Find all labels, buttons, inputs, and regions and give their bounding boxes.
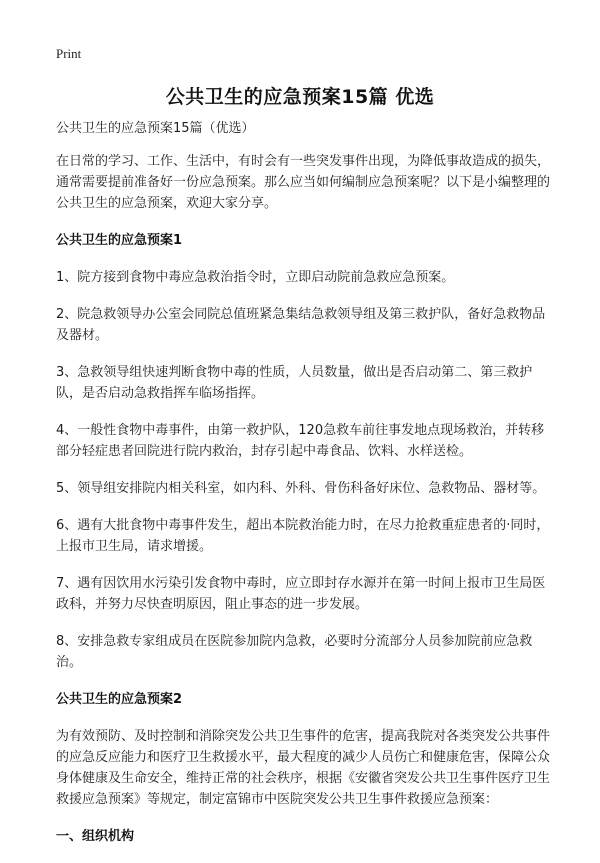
- document-title: 公共卫生的应急预案15篇 优选: [165, 86, 435, 108]
- print-label[interactable]: Print: [56, 46, 82, 61]
- section1-item: 6、遇有大批食物中毒事件发生，超出本院救治能力时，在尽力抢救重症患者的·同时，上报市卫生局，请求增援。: [56, 518, 550, 554]
- document-subtitle: 公共卫生的应急预案15篇（优选）: [56, 121, 255, 136]
- section1-heading: 公共卫生的应急预案1: [56, 233, 183, 248]
- section1-item: 8、安排急救专家组成员在医院参加院内急救，必要时分流部分人员参加院前应急救治。: [56, 634, 533, 670]
- section2-paragraph: 为有效预防、及时控制和消除突发公共卫生事件的危害，提高我院对各类突发公共事件的应急反应能力和医疗卫生救援水平，最大程度的减少人员伤亡和健康危害，保障公众身体健康及生命安全，维持正常的社会秩序，根据《安徽省突发公共卫生事件医疗卫生救援应急预案》等规定，制定富锦市中医院突发公共卫生事件救援应急预案：: [56, 729, 551, 807]
- section1-item: 7、遇有因饮用水污染引发食物中毒时，应立即封存水源并在第一时间上报市卫生局医政科，并努力尽快查明原因，阻止事态的进一步发展。: [56, 576, 546, 612]
- section2-subheading: 一、组织机构: [56, 829, 135, 844]
- section1-item: 1、院方接到食物中毒应急救治指令时，立即启动院前急救应急预案。: [56, 270, 455, 285]
- section1-item: 4、一般性食物中毒事件，由第一救护队，120急救车前往事发地点现场救治，并转移部分轻症患者回院进行院内救治，封存引起中毒食品、饮料、水样送检。: [56, 423, 545, 459]
- section2-heading: 公共卫生的应急预案2: [56, 692, 183, 707]
- section1-item: 5、领导组安排院内相关科室，如内科、外科、骨伤科备好床位、急救物品、器材等。: [56, 481, 546, 496]
- intro-paragraph: 在日常的学习、工作、生活中，有时会有一些突发事件出现，为降低事故造成的损失，通常需要提前准备好一份应急预案。那么应当如何编制应急预案呢？以下是小编整理的公共卫生的应急预案，欢迎大家分享。: [56, 154, 551, 211]
- document-body: [56, 118, 556, 863]
- section1-item: 2、院急救领导办公室会同院总值班紧急集结急救领导组及第三救护队，备好急救物品及器材。: [56, 307, 546, 343]
- section1-item: 3、急救领导组快速判断食物中毒的性质，人员数量，做出是否启动第二、第三救护队，是否启动急救指挥车临场指挥。: [56, 365, 533, 401]
